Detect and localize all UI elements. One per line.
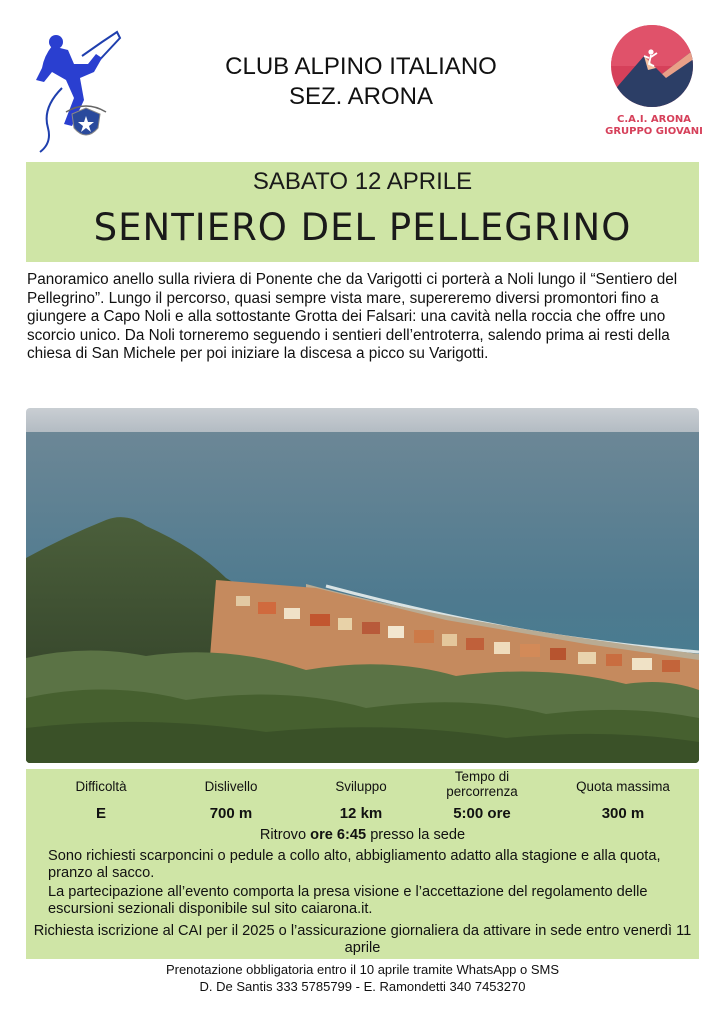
stat-value-length: 12 km [339, 805, 383, 822]
cai-arona-logo [22, 28, 122, 156]
event-date: SABATO 12 APRILE [252, 168, 473, 195]
equipment-requirements: Sono richiesti scarponcini o pedule a collo alto, abbigliamento adatto alla stagione e alla quota, pranzo al sacco. [48, 848, 661, 881]
stat-label-duration: Tempo di percorrenza [446, 769, 518, 799]
gruppo-giovani-logo [604, 22, 704, 148]
booking-contacts [26, 961, 699, 995]
membership-requirement: Richiesta iscrizione al CAI per il 2025 o l’assicurazione giornaliera da attivare in sede entro venerdì 11 aprile [33, 923, 692, 956]
stat-label-elevation: Dislivello [204, 779, 258, 794]
stat-label-difficulty: Difficoltà [75, 779, 127, 794]
meeting-prefix: Ritrovo [259, 827, 311, 843]
badge-line-2: GRUPPO GIOVANI [605, 126, 703, 137]
event-title: SENTIERO DEL PELLEGRINO [93, 206, 632, 249]
club-section: SEZ. ARONA [288, 83, 434, 110]
stat-label-max-altitude: Quota massima [576, 779, 670, 794]
badge-line-1: C.A.I. ARONA [617, 114, 691, 125]
event-description: Panoramico anello sulla riviera di Ponente che da Varigotti ci porterà a Noli lungo il “Sentiero del Pellegrino”. Lungo il percorso, quasi sempre vista mare, supereremo diversi promontori fino a giungere a Capo Noli e alla sottostante Grotta dei Falsari: una cavità nella roccia che offre uno scorcio unico. Da Noli torneremo seguendo i sentieri dell’entroterra, salendo prima ai resti della chiesa di San Michele per poi iniziare la discesa a picco su Varigotti. [27, 271, 678, 363]
event-title-box [26, 162, 699, 262]
meeting-suffix: presso la sede [366, 827, 466, 843]
stat-value-elevation: 700 m [209, 805, 253, 822]
meeting-point [26, 827, 699, 843]
booking-deadline: Prenotazione obbligatoria entro il 10 aprile tramite WhatsApp o SMS [165, 962, 560, 977]
stat-value-duration: 5:00 ore [453, 805, 511, 822]
event-info-box [26, 769, 699, 959]
contact-phones: D. De Santis 333 5785799 - E. Ramondetti 340 7453270 [199, 979, 526, 994]
mountain-badge-icon [604, 22, 704, 112]
badge-text [604, 114, 704, 138]
regulation-notice: La partecipazione all’evento comporta la presa visione e l’accettazione del regolamento delle escursioni sezionali disponibile sul sito caiarona.it. [48, 884, 648, 917]
club-title [130, 52, 592, 112]
stat-value-max-altitude: 300 m [601, 805, 645, 822]
stat-label-length: Sviluppo [335, 779, 387, 794]
stat-value-difficulty: E [95, 805, 106, 822]
coastline-photo [26, 408, 699, 763]
meeting-time: ore 6:45 [310, 827, 367, 843]
club-name: CLUB ALPINO ITALIANO [225, 53, 497, 80]
